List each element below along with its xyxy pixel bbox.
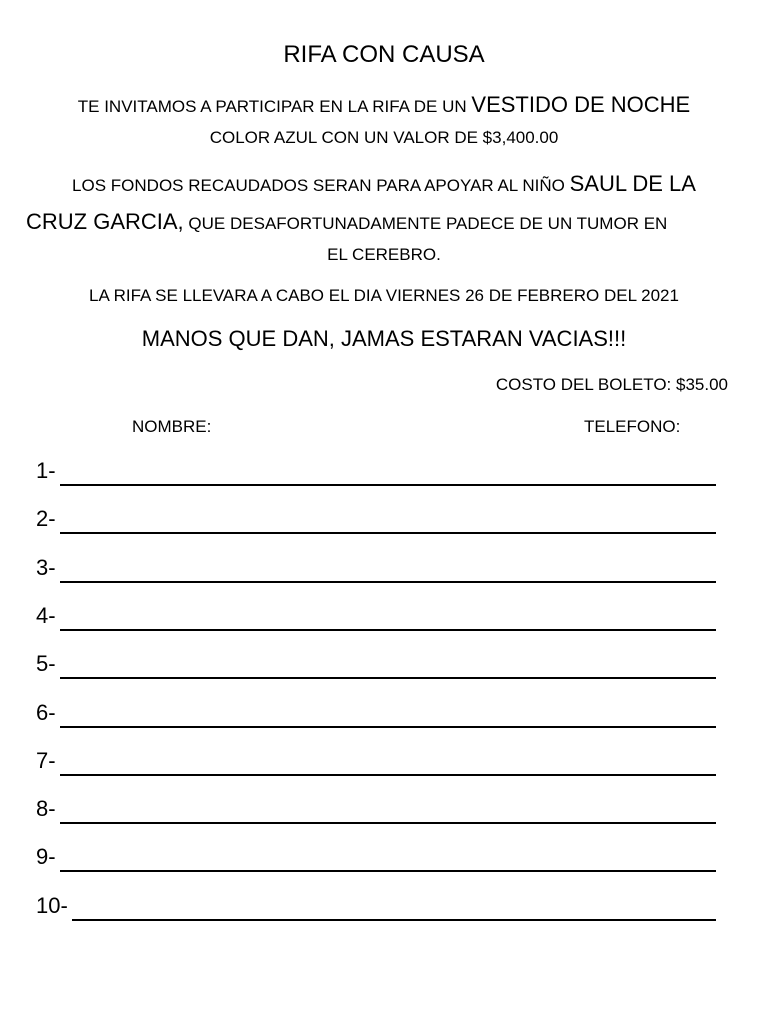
entry-row (36, 748, 736, 778)
name-blank-line (60, 774, 548, 776)
name-blank-line (72, 919, 548, 921)
entry-number: 10- (36, 893, 68, 918)
phone-blank-line (524, 532, 716, 534)
entry-row (36, 844, 736, 874)
invite-text: TE INVITAMOS A PARTICIPAR EN LA RIFA DE UN (77, 97, 467, 116)
name-blank-line (60, 822, 548, 824)
entry-number: 8- (36, 796, 56, 821)
name-blank-line (60, 677, 548, 679)
prize-name: VESTIDO DE NOCHE (471, 92, 691, 117)
raffle-date: LA RIFA SE LLEVARA A CABO EL DIA VIERNES 26 DE FEBRERO DEL 2021 (89, 286, 679, 305)
entry-number: 9- (36, 844, 56, 869)
phone-blank-line (524, 629, 716, 631)
entry-number: 3- (36, 555, 56, 580)
entry-row (36, 555, 736, 585)
entry-number: 1- (36, 458, 56, 483)
entry-number: 2- (36, 506, 56, 531)
invite-line-2: COLOR AZUL CON UN VALOR DE $3,400.00 (209, 128, 559, 147)
entry-row (36, 893, 736, 923)
phone-blank-line (524, 870, 716, 872)
entry-row (36, 651, 736, 681)
name-blank-line (60, 581, 548, 583)
phone-blank-line (524, 774, 716, 776)
purpose-text: LOS FONDOS RECAUDADOS SERAN PARA APOYAR AL NIÑO (72, 176, 565, 195)
phone-blank-line (524, 726, 716, 728)
purpose-text-2: QUE DESAFORTUNADAMENTE PADECE DE UN TUMOR EN (188, 214, 668, 233)
entry-number: 7- (36, 748, 56, 773)
purpose-line-3: EL CEREBRO. (327, 245, 441, 264)
purpose-line-1 (0, 171, 768, 197)
ticket-cost: COSTO DEL BOLETO: $35.00 (495, 375, 728, 394)
slogan: MANOS QUE DAN, JAMAS ESTARAN VACIAS!!! (141, 326, 627, 351)
invite-line-1 (0, 92, 768, 118)
entry-number: 6- (36, 700, 56, 725)
page-title: RIFA CON CAUSA (283, 41, 485, 68)
entry-row (36, 603, 736, 633)
entry-row (36, 458, 736, 488)
phone-blank-line (524, 484, 716, 486)
name-blank-line (60, 870, 548, 872)
phone-blank-line (524, 919, 716, 921)
name-blank-line (60, 532, 548, 534)
entry-row (36, 796, 736, 826)
beneficiary-name-part2: CRUZ GARCIA, (26, 209, 184, 234)
beneficiary-name-part1: SAUL DE LA (569, 171, 696, 196)
phone-blank-line (524, 822, 716, 824)
phone-blank-line (524, 677, 716, 679)
name-column-header: NOMBRE: (132, 417, 212, 436)
entry-number: 4- (36, 603, 56, 628)
purpose-line-2 (26, 209, 746, 235)
name-blank-line (60, 726, 548, 728)
entry-number: 5- (36, 651, 56, 676)
entry-row (36, 700, 736, 730)
entry-row (36, 506, 736, 536)
phone-blank-line (524, 581, 716, 583)
name-blank-line (60, 629, 548, 631)
phone-column-header: TELEFONO: (584, 417, 681, 436)
name-blank-line (60, 484, 548, 486)
